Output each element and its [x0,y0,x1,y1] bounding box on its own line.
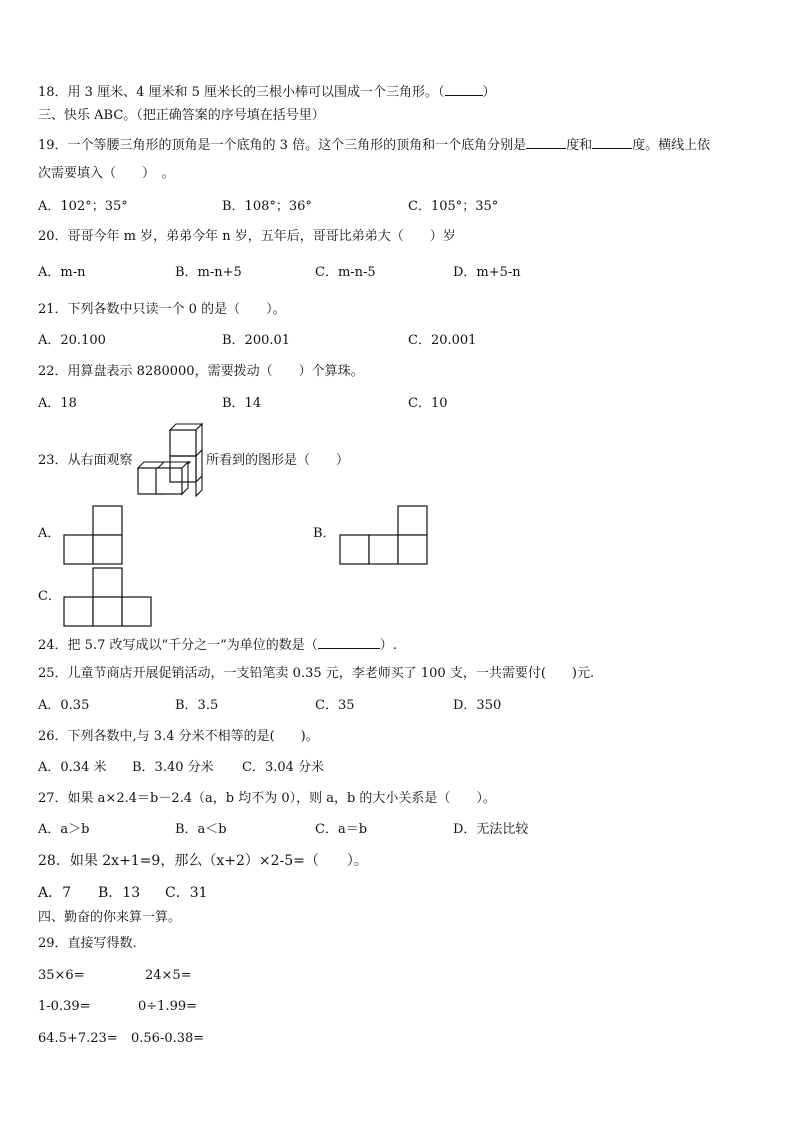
question-19-text-c: 度。横线上依 [632,138,711,153]
calc-item: 24×5= [145,968,192,983]
question-20-option-b[interactable]: B．m-n+5 [175,265,242,280]
question-25-option-b[interactable]: B．3.5 [175,698,219,713]
question-23-option-b-label[interactable]: B． [313,526,336,541]
question-27-option-b[interactable]: B．a＜b [175,822,227,837]
option-c-figure[interactable] [64,567,154,627]
calc-item: 64.5+7.23= [38,1031,118,1046]
question-26-option-a[interactable]: A．0.34 米 [38,760,107,775]
question-24 [38,636,397,654]
question-23-text-a: 23．从右面观察 [38,453,133,468]
question-27-option-d[interactable]: D．无法比较 [453,822,529,837]
question-19-line-1 [38,136,710,154]
cube-stack-figure [136,422,208,496]
question-19-option-b[interactable]: B．108°；36° [222,199,312,214]
question-20-text: 20．哥哥今年 m 岁，弟弟今年 n 岁，五年后，哥哥比弟弟大（ ）岁 [38,229,456,244]
question-19-option-a[interactable]: A．102°；35° [38,199,128,214]
question-18-tail: ） [482,85,496,100]
question-26-option-c[interactable]: C．3.04 分米 [242,760,325,775]
question-24-text: 24．把 5.7 改写成以“千分之一”为单位的数是（ [38,638,318,653]
question-19-line-2: 次需要填入（ ） 。 [38,166,175,181]
question-21-text: 21．下列各数中只读一个 0 的是（ ）。 [38,302,286,317]
answer-blank[interactable] [445,83,483,96]
question-28-text: 28．如果 2x+1=9，那么（x+2）×2-5=（ ）。 [38,853,368,869]
calc-item: 0÷1.99= [138,999,198,1014]
question-22-option-c[interactable]: C．10 [408,396,448,411]
question-28-option-c[interactable]: C．31 [165,885,208,901]
calc-item: 1-0.39= [38,999,91,1014]
answer-blank[interactable] [318,636,380,649]
question-20-option-a[interactable]: A．m-n [38,265,86,280]
question-27-text: 27．如果 a×2.4＝b－2.4（a，b 均不为 0），则 a，b 的大小关系是（ ）。 [38,791,496,806]
question-19-text-a: 19．一个等腰三角形的顶角是一个底角的 3 倍。这个三角形的顶角和一个底角分别是 [38,138,527,153]
section-3-title: 三、快乐 ABC。（把正确答案的序号填在括号里） [38,108,325,123]
question-22-option-a[interactable]: A．18 [38,396,77,411]
question-27-option-a[interactable]: A．a＞b [38,822,90,837]
question-23-option-c-label[interactable]: C． [38,589,61,604]
question-28-option-a[interactable]: A．7 [38,885,72,901]
question-25-text: 25．儿童节商店开展促销活动，一支铅笔卖 0.35 元，李老师买了 100 支，一共需要付( )元. [38,666,595,681]
question-25-option-d[interactable]: D．350 [453,698,502,713]
question-20-option-d[interactable]: D．m+5-n [453,265,521,280]
question-26-option-b[interactable]: B．3.40 分米 [132,760,214,775]
section-4-title: 四、勤奋的你来算一算。 [38,910,182,925]
option-b-figure[interactable] [340,505,430,565]
calc-item: 35×6= [38,968,85,983]
option-a-figure[interactable] [64,505,124,565]
question-21-option-c[interactable]: C．20.001 [408,333,477,348]
question-21-option-a[interactable]: A．20.100 [38,333,106,348]
question-20-option-c[interactable]: C．m-n-5 [315,265,376,280]
answer-blank[interactable] [526,136,566,149]
question-25-option-a[interactable]: A．0.35 [38,698,90,713]
question-22-text: 22．用算盘表示 8280000，需要拨动（ ）个算珠。 [38,364,364,379]
answer-blank[interactable] [592,136,632,149]
question-18-text: 18．用 3 厘米、4 厘米和 5 厘米长的三根小棒可以围成一个三角形。（ [38,85,445,100]
question-19-option-c[interactable]: C．105°；35° [408,199,499,214]
question-19-text-b: 度和 [566,138,593,153]
question-27-option-c[interactable]: C．a＝b [315,822,368,837]
question-24-tail: ）. [379,638,397,653]
question-22-option-b[interactable]: B．14 [222,396,262,411]
question-29-text: 29．直接写得数. [38,936,137,951]
question-23-text-b: 所看到的图形是（ ） [206,453,350,468]
question-28-option-b[interactable]: B．13 [98,885,141,901]
calc-item: 0.56-0.38= [131,1031,205,1046]
question-26-text: 26．下列各数中,与 3.4 分米不相等的是( )。 [38,729,319,744]
question-23-option-a-label[interactable]: A． [38,526,61,541]
question-25-option-c[interactable]: C．35 [315,698,355,713]
question-18 [38,83,496,101]
question-21-option-b[interactable]: B．200.01 [222,333,291,348]
